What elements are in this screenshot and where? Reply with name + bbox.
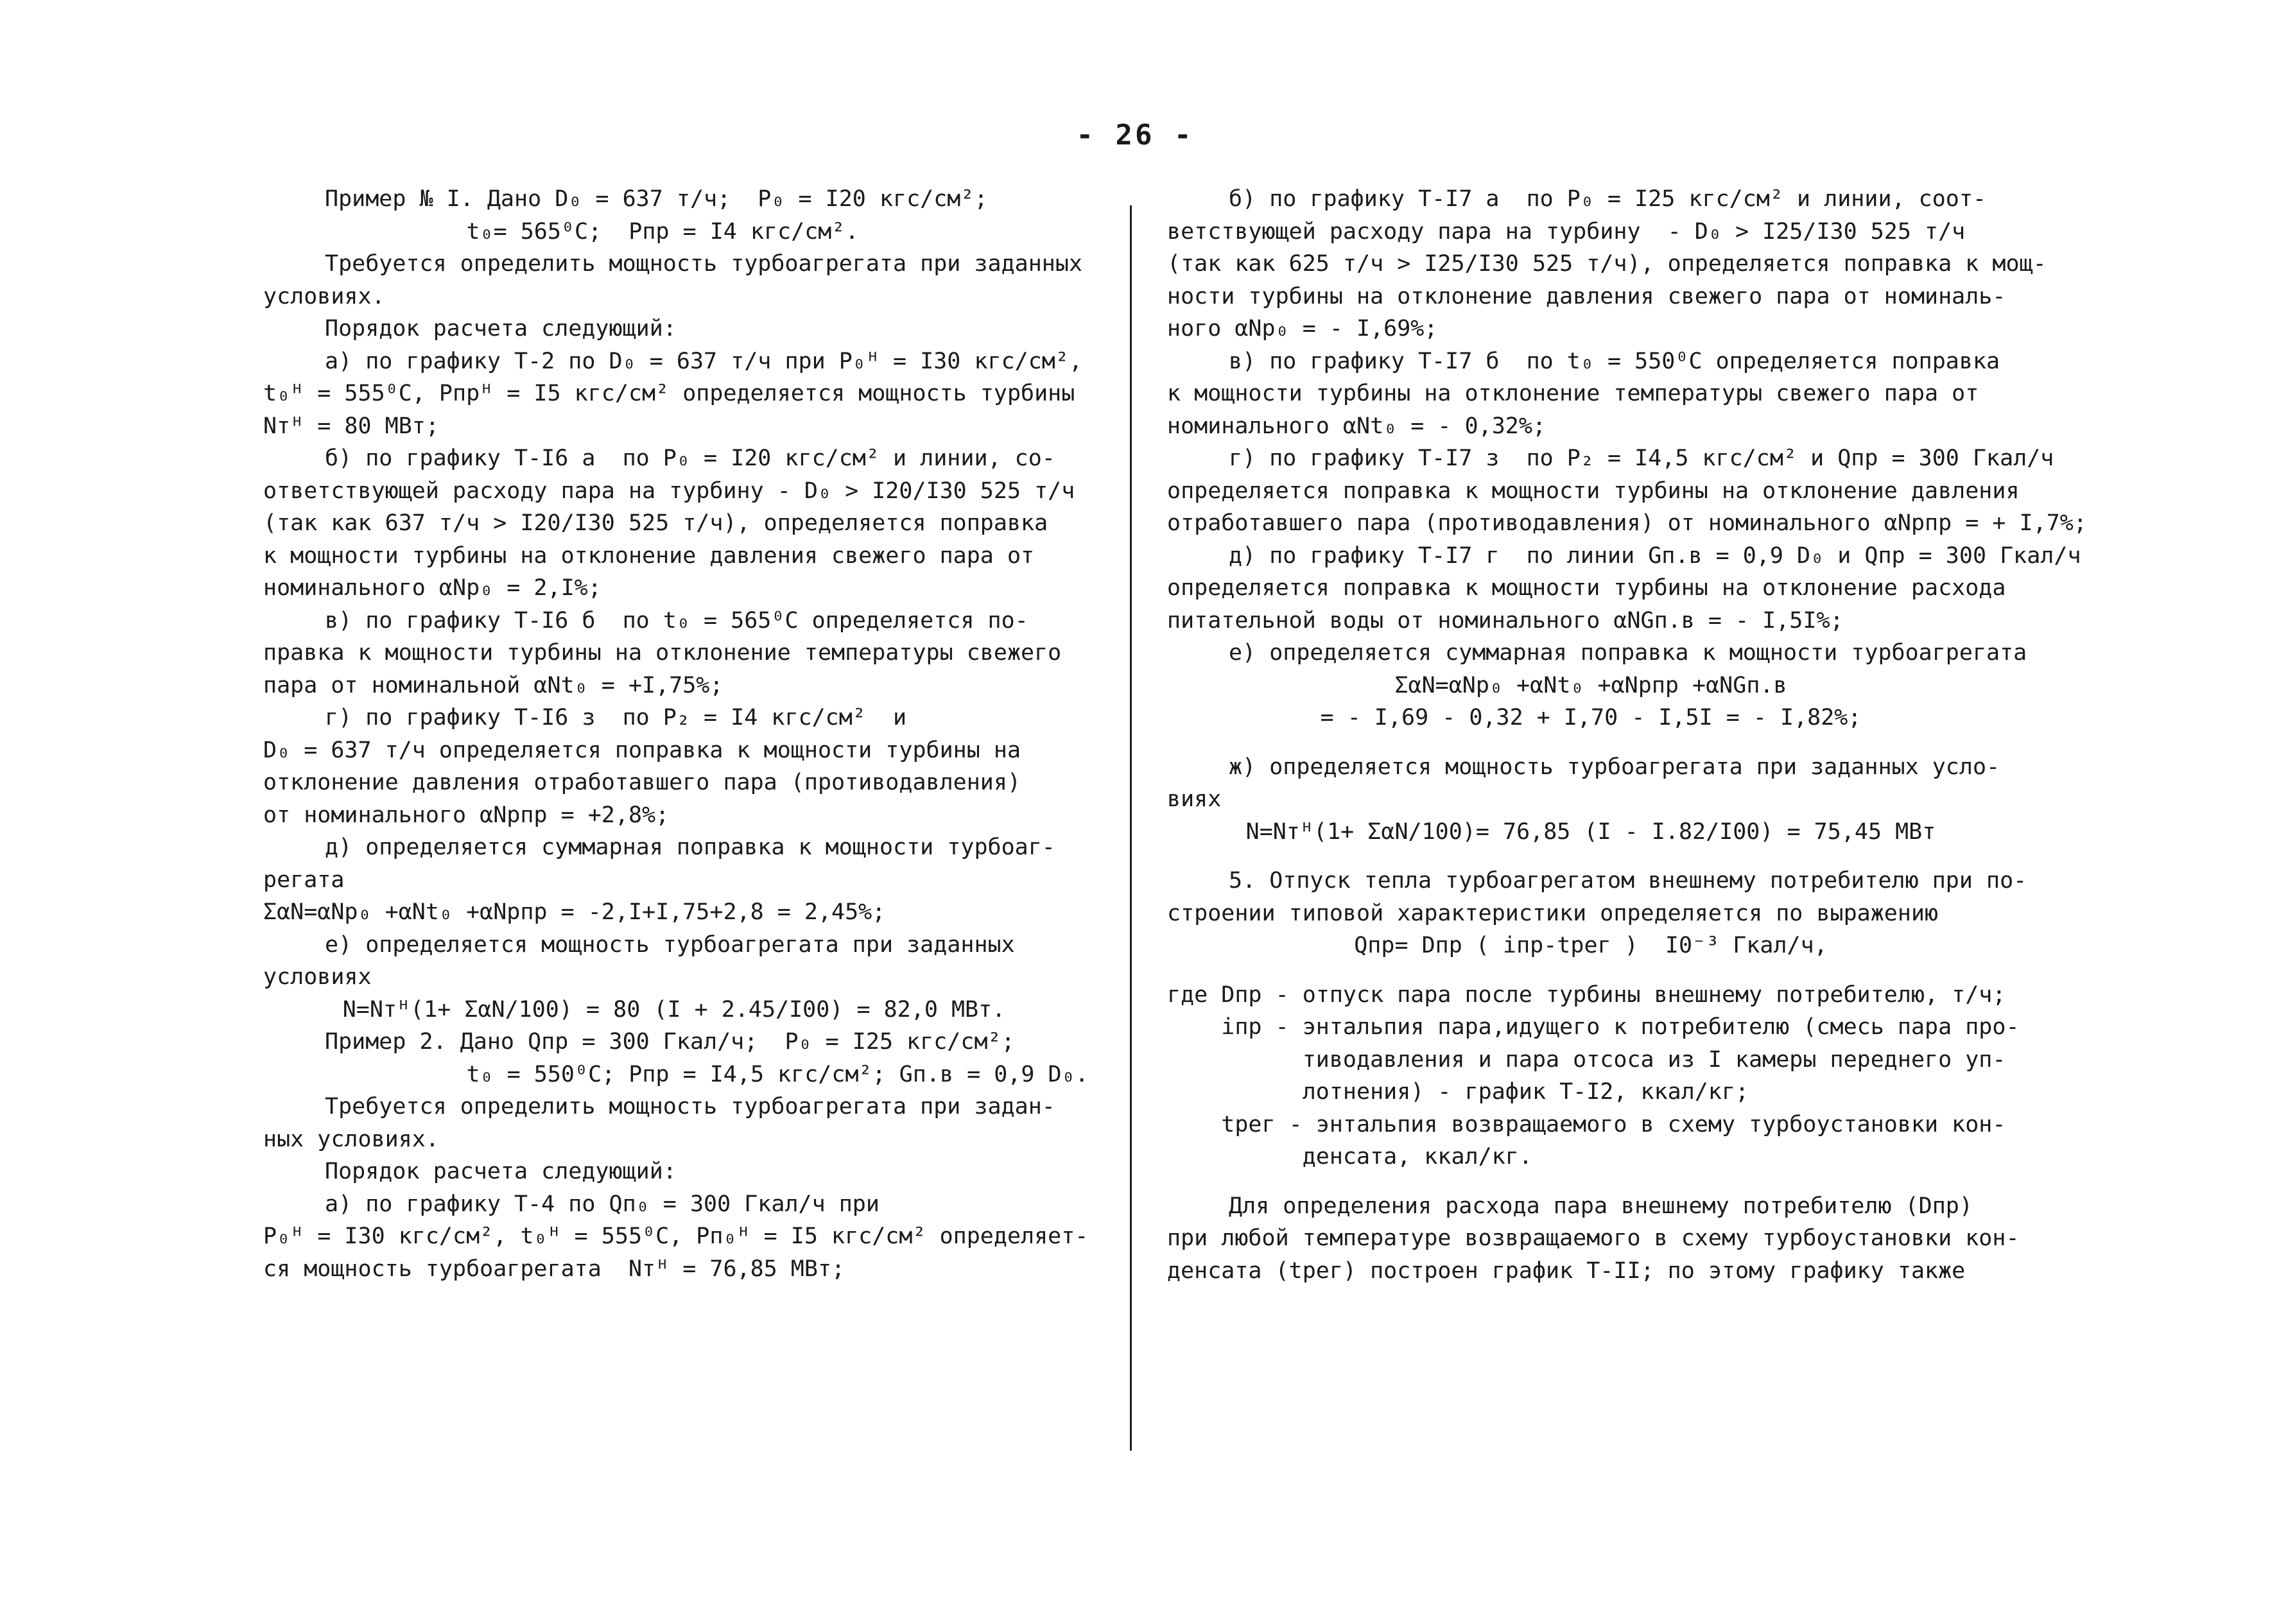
right-column-line: (так как 625 т/ч > I25/I30 525 т/ч), определяется поправка к мощ- bbox=[1167, 251, 2047, 277]
left-column-line: г) по графику Т-I6 з по P₂ = I4 кгс/см² и bbox=[325, 705, 907, 730]
right-column-line: б) по графику Т-I7 а по P₀ = I25 кгс/см² и линии, соот- bbox=[1229, 186, 1987, 212]
right-column-line: тиводавления и пара отсоса из I камеры переднего уп- bbox=[1167, 1046, 2006, 1073]
left-column-line: е) определяется мощность турбоагрегата при заданных bbox=[325, 931, 1015, 958]
left-column-line: условиях. bbox=[263, 283, 385, 309]
right-column-line: лотнения) - график Т-I2, ккал/кг; bbox=[1167, 1079, 1749, 1105]
left-column-line: номинального αNp₀ = 2,I%; bbox=[263, 575, 602, 601]
right-column-line: Qпр= Dпр ( iпр-tрег ) I0⁻³ Гкал/ч, bbox=[1354, 933, 1828, 958]
left-column-line: в) по графику Т-I6 б по t₀ = 565⁰С определяется по- bbox=[325, 607, 1028, 634]
left-column-line: ся мощность турбоагрегата Nтᴴ = 76,85 МВт; bbox=[263, 1256, 845, 1282]
right-column-line: д) по графику Т-I7 г по линии Gп.в = 0,9 D₀ и Qпр = 300 Гкал/ч bbox=[1229, 542, 2081, 569]
column-divider bbox=[1130, 205, 1132, 1451]
left-column-line: Порядок расчета следующий: bbox=[325, 1159, 677, 1184]
left-column-line: Требуется определить мощность турбоагрегата при задан- bbox=[325, 1094, 1055, 1119]
right-column-line: ΣαN=αNp₀ +αNt₀ +αNpпр +αNGп.в bbox=[1394, 672, 1787, 698]
left-column-line: пара от номинальной αNt₀ = +I,75%; bbox=[263, 672, 723, 698]
right-column-line: при любой температуре возвращаемого в схему турбоустановки кон- bbox=[1167, 1225, 2020, 1251]
right-column-line: ности турбины на отклонение давления свежего пара от номиналь- bbox=[1167, 283, 2006, 309]
right-column-line: в) по графику Т-I7 б по t₀ = 550⁰С определяется поправка bbox=[1229, 348, 2000, 374]
right-column-line: iпр - энтальпия пара,идущего к потребителю (смесь пара про- bbox=[1167, 1014, 2020, 1040]
right-column-line: виях bbox=[1167, 786, 1222, 812]
left-column-line: правка к мощности турбины на отклонение температуры свежего bbox=[263, 640, 1062, 666]
left-column-line: Требуется определить мощность турбоагрегата при заданных bbox=[325, 251, 1083, 277]
right-column-line: питательной воды от номинального αNGп.в = - I,5I%; bbox=[1167, 607, 1844, 634]
left-column-line: (так как 637 т/ч > I20/I30 525 т/ч), определяется поправка bbox=[263, 510, 1048, 536]
right-column-line: Для определения расхода пара внешнему потребителю (Dпр) bbox=[1229, 1193, 1973, 1219]
left-column-line: Пример № I. Дано D₀ = 637 т/ч; P₀ = I20 кгс/см²; bbox=[325, 186, 988, 212]
left-column-line: д) определяется суммарная поправка к мощности турбоаг- bbox=[325, 834, 1055, 860]
right-column-line: ж) определяется мощность турбоагрегата при заданных усло- bbox=[1229, 754, 2000, 780]
right-column-line: определяется поправка к мощности турбины на отклонение давления bbox=[1167, 478, 2020, 504]
left-column-line: а) по графику Т-4 по Qп₀ = 300 Гкал/ч при bbox=[325, 1191, 879, 1217]
left-column-line: D₀ = 637 т/ч определяется поправка к мощности турбины на bbox=[263, 737, 1021, 763]
left-column-line: отклонение давления отработавшего пара (противодавления) bbox=[263, 770, 1021, 795]
left-column-line: Порядок расчета следующий: bbox=[325, 316, 677, 341]
right-column-line: ветствующей расходу пара на турбину - D₀ > I25/I30 525 т/ч bbox=[1167, 218, 1966, 245]
right-column-line: 5. Отпуск тепла турбоагрегатом внешнему потребителю при по- bbox=[1229, 868, 2027, 894]
left-column-line: к мощности турбины на отклонение давления свежего пара от bbox=[263, 542, 1035, 569]
right-column-line: е) определяется суммарная поправка к мощности турбоагрегата bbox=[1229, 640, 2027, 666]
right-column-line: где Dпр - отпуск пара после турбины внешнему потребителю, т/ч; bbox=[1167, 981, 2006, 1008]
right-column bbox=[1167, 183, 2087, 1287]
right-column-line: N=Nтᴴ(1+ ΣαN/100)= 76,85 (I - I.82/I00) = 75,45 МВт bbox=[1245, 818, 1936, 845]
right-column-line bbox=[1167, 848, 2014, 865]
left-column-line: условиях bbox=[263, 964, 372, 990]
right-column-line: г) по графику Т-I7 з по P₂ = I4,5 кгс/см² и Qпр = 300 Гкал/ч bbox=[1229, 445, 2054, 471]
right-column-line: денсата, ккал/кг. bbox=[1167, 1144, 1532, 1170]
left-column-line: t₀ = 550⁰С; Pпр = I4,5 кгс/см²; Gп.в = 0,9 D₀. bbox=[385, 1061, 1089, 1087]
left-column-line: ответствующей расходу пара на турбину - D₀ > I20/I30 525 т/ч bbox=[263, 478, 1075, 504]
right-column-line: денсата (tрег) построен график Т-II; по этому графику также bbox=[1167, 1257, 1966, 1284]
right-column-line: строении типовой характеристики определяется по выражению bbox=[1167, 900, 1939, 926]
left-column-line: N=Nтᴴ(1+ ΣαN/100) = 80 (I + 2.45/I00) = 82,0 МВт. bbox=[342, 996, 1006, 1023]
left-column-line: ΣαN=αNp₀ +αNt₀ +αNpпр = -2,I+I,75+2,8 = 2,45%; bbox=[263, 899, 886, 925]
right-column-line bbox=[1167, 734, 2014, 751]
right-column-line: отработавшего пара (противодавления) от номинального αNpпр = + I,7%; bbox=[1167, 510, 2087, 536]
right-column-line: к мощности турбины на отклонение температуры свежего пара от bbox=[1167, 381, 1979, 406]
left-column-line: регата bbox=[263, 867, 345, 893]
right-column-line: ного αNp₀ = - I,69%; bbox=[1167, 316, 1438, 341]
right-column-line: tрег - энтальпия возвращаемого в схему турбоустановки кон- bbox=[1167, 1111, 2006, 1137]
right-column-line: номинального αNt₀ = - 0,32%; bbox=[1167, 413, 1547, 439]
right-column-line bbox=[1167, 962, 2014, 979]
left-column-line: ных условиях. bbox=[263, 1126, 439, 1152]
right-column-line: = - I,69 - 0,32 + I,70 - I,5I = - I,82%; bbox=[1320, 705, 1862, 730]
left-column-line: б) по графику Т-I6 а по P₀ = I20 кгс/см² и линии, со- bbox=[325, 445, 1055, 471]
left-column bbox=[263, 183, 1089, 1285]
left-column-line: Nтᴴ = 80 МВт; bbox=[263, 413, 439, 439]
left-column-line: а) по графику Т-2 по D₀ = 637 т/ч при P₀ᴴ = I30 кгс/см², bbox=[325, 348, 1083, 374]
right-column-line: определяется поправка к мощности турбины на отклонение расхода bbox=[1167, 575, 2006, 601]
left-column-line: t₀ᴴ = 555⁰С, Pпрᴴ = I5 кгс/см² определяется мощность турбины bbox=[263, 381, 1075, 406]
left-column-line: Пример 2. Дано Qпр = 300 Гкал/ч; P₀ = I25 кгс/см²; bbox=[325, 1029, 1015, 1055]
page-number: - 26 - bbox=[1076, 119, 1194, 151]
right-column-line bbox=[1167, 1173, 2014, 1190]
left-column-line: P₀ᴴ = I30 кгс/см², t₀ᴴ = 555⁰С, Pп₀ᴴ = I5 кгс/см² определяет- bbox=[263, 1223, 1089, 1249]
left-column-line: от номинального αNpпр = +2,8%; bbox=[263, 802, 670, 828]
left-column-line: t₀= 565⁰С; Pпр = I4 кгс/см². bbox=[385, 218, 859, 245]
